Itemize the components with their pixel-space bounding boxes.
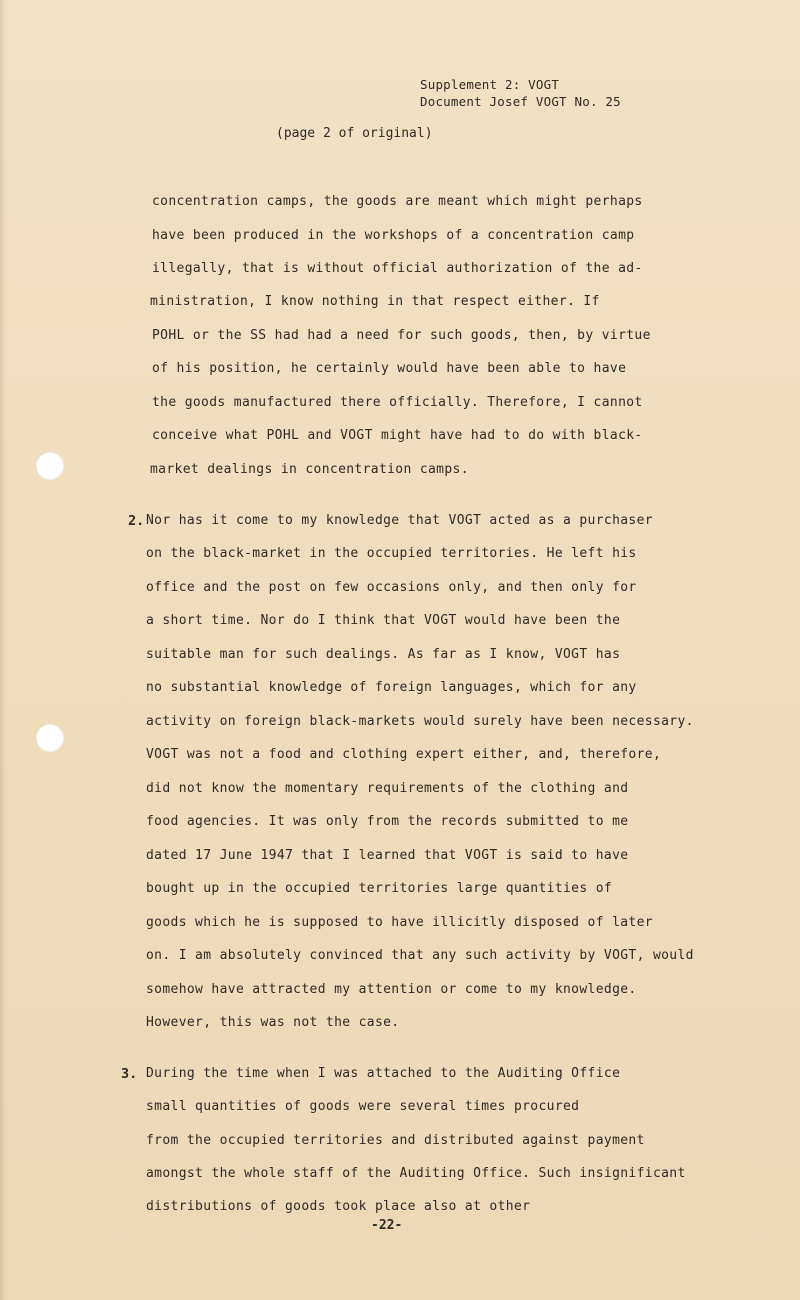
document-number-line: Document Josef VOGT No. 25	[420, 94, 621, 109]
text-line: on the black-market in the occupied territories. He left his	[146, 546, 637, 561]
text-line: no substantial knowledge of foreign languages, which for any	[146, 680, 637, 695]
paragraph-number: 3.	[121, 1066, 138, 1082]
text-line: amongst the whole staff of the Auditing Office. Such insignificant	[146, 1166, 686, 1181]
text-line: have been produced in the workshops of a concentration camp	[152, 228, 635, 243]
text-line: During the time when I was attached to the Auditing Office	[146, 1066, 621, 1081]
text-line: did not know the momentary requirements of the clothing and	[146, 781, 629, 796]
text-line: goods which he is supposed to have illicitly disposed of later	[146, 915, 653, 930]
page-of-original-note: (page 2 of original)	[276, 126, 433, 141]
text-line: dated 17 June 1947 that I learned that VOGT is said to have	[146, 848, 629, 863]
paragraph-number: 2.	[128, 513, 145, 529]
text-line: illegally, that is without official authorization of the ad-	[152, 261, 643, 276]
text-line: from the occupied territories and distributed against payment	[146, 1133, 645, 1148]
text-line: However, this was not the case.	[146, 1015, 400, 1030]
text-line: a short time. Nor do I think that VOGT would have been the	[146, 613, 621, 628]
text-line: Nor has it come to my knowledge that VOGT acted as a purchaser	[146, 513, 653, 528]
text-line: ministration, I know nothing in that respect either. If	[150, 294, 600, 309]
text-line: VOGT was not a food and clothing expert either, and, therefore,	[146, 747, 662, 762]
text-line: the goods manufactured there officially. Therefore, I cannot	[152, 395, 643, 410]
supplement-line: Supplement 2: VOGT	[420, 77, 560, 92]
punch-hole-bottom	[36, 724, 64, 752]
document-header	[420, 76, 621, 110]
text-line: POHL or the SS had had a need for such goods, then, by virtue	[152, 328, 651, 343]
punch-hole-top	[36, 452, 64, 480]
page-edge-shadow	[0, 0, 6, 1300]
text-line: conceive what POHL and VOGT might have had to do with black-	[152, 428, 643, 443]
text-line: small quantities of goods were several times procured	[146, 1099, 580, 1114]
text-line: suitable man for such dealings. As far as I know, VOGT has	[146, 647, 621, 662]
text-line: food agencies. It was only from the records submitted to me	[146, 814, 629, 829]
text-line: on. I am absolutely convinced that any such activity by VOGT, would	[146, 948, 694, 963]
text-line: market dealings in concentration camps.	[150, 462, 469, 477]
text-line: office and the post on few occasions only, and then only for	[146, 580, 637, 595]
page-number: -22-	[371, 1218, 403, 1233]
text-line: of his position, he certainly would have been able to have	[152, 361, 627, 376]
text-line: bought up in the occupied territories large quantities of	[146, 881, 613, 896]
text-line: distributions of goods took place also at other	[146, 1199, 531, 1214]
text-line: activity on foreign black-markets would surely have been necessary.	[146, 714, 694, 729]
text-line: concentration camps, the goods are meant which might perhaps	[152, 194, 643, 209]
text-line: somehow have attracted my attention or come to my knowledge.	[146, 982, 637, 997]
